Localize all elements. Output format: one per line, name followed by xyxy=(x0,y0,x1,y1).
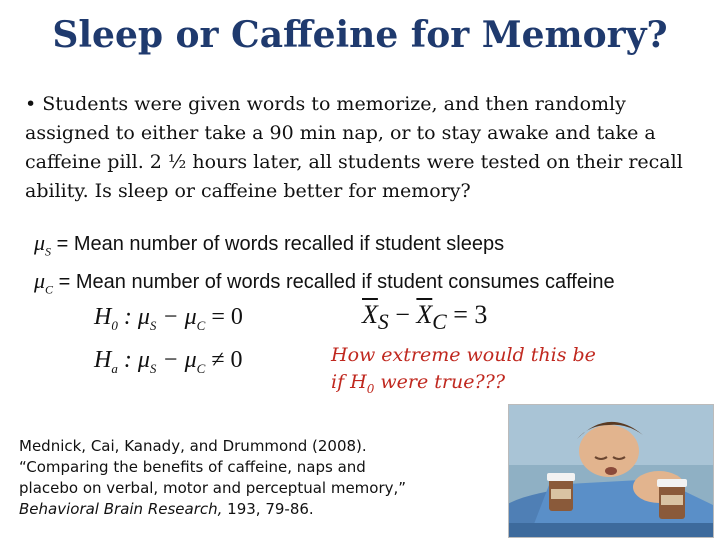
slide-title: Sleep or Caffeine for Memory? xyxy=(52,14,668,56)
test-statistic: $\overline{X}_S - \overline{X}_C = 3$ xyxy=(362,300,488,335)
citation: Mednick, Cai, Kanady, and Drummond (2008). “Comparing the benefits of caffeine, naps and placebo on verbal, motor and perceptual memory,” Behavioral Brain Research, 193, 79-86. xyxy=(19,437,407,518)
sleeping-man-with-coffee-cups-icon xyxy=(508,404,714,538)
definition-text: = Mean number of words recalled if student consumes caffeine xyxy=(53,271,615,294)
question-text: How extreme would this be if $H_0$ were true??? xyxy=(331,344,596,396)
bullet-text: • Students were given words to memorize, and then randomly assigned to either take a 90 min nap, or to stay awake and take a caffeine pill. 2 ½ hours later, all students were tested on their recall ability. Is sleep or caffeine better for memory? xyxy=(25,93,683,202)
null-hypothesis: $H_0$ : $\mu_S - \mu_C = 0$ xyxy=(94,304,243,333)
hypotheses xyxy=(94,300,243,386)
definition-text: = Mean number of words recalled if student sleeps xyxy=(51,233,505,255)
definition-sleep xyxy=(34,228,615,266)
mu-symbol: $\mu_C$ xyxy=(34,268,54,297)
definitions xyxy=(34,228,615,305)
mu-symbol: $\mu_S$ xyxy=(34,230,52,259)
alternative-hypothesis: $H_a$ : $\mu_S - \mu_C \ne 0$ xyxy=(94,346,243,376)
